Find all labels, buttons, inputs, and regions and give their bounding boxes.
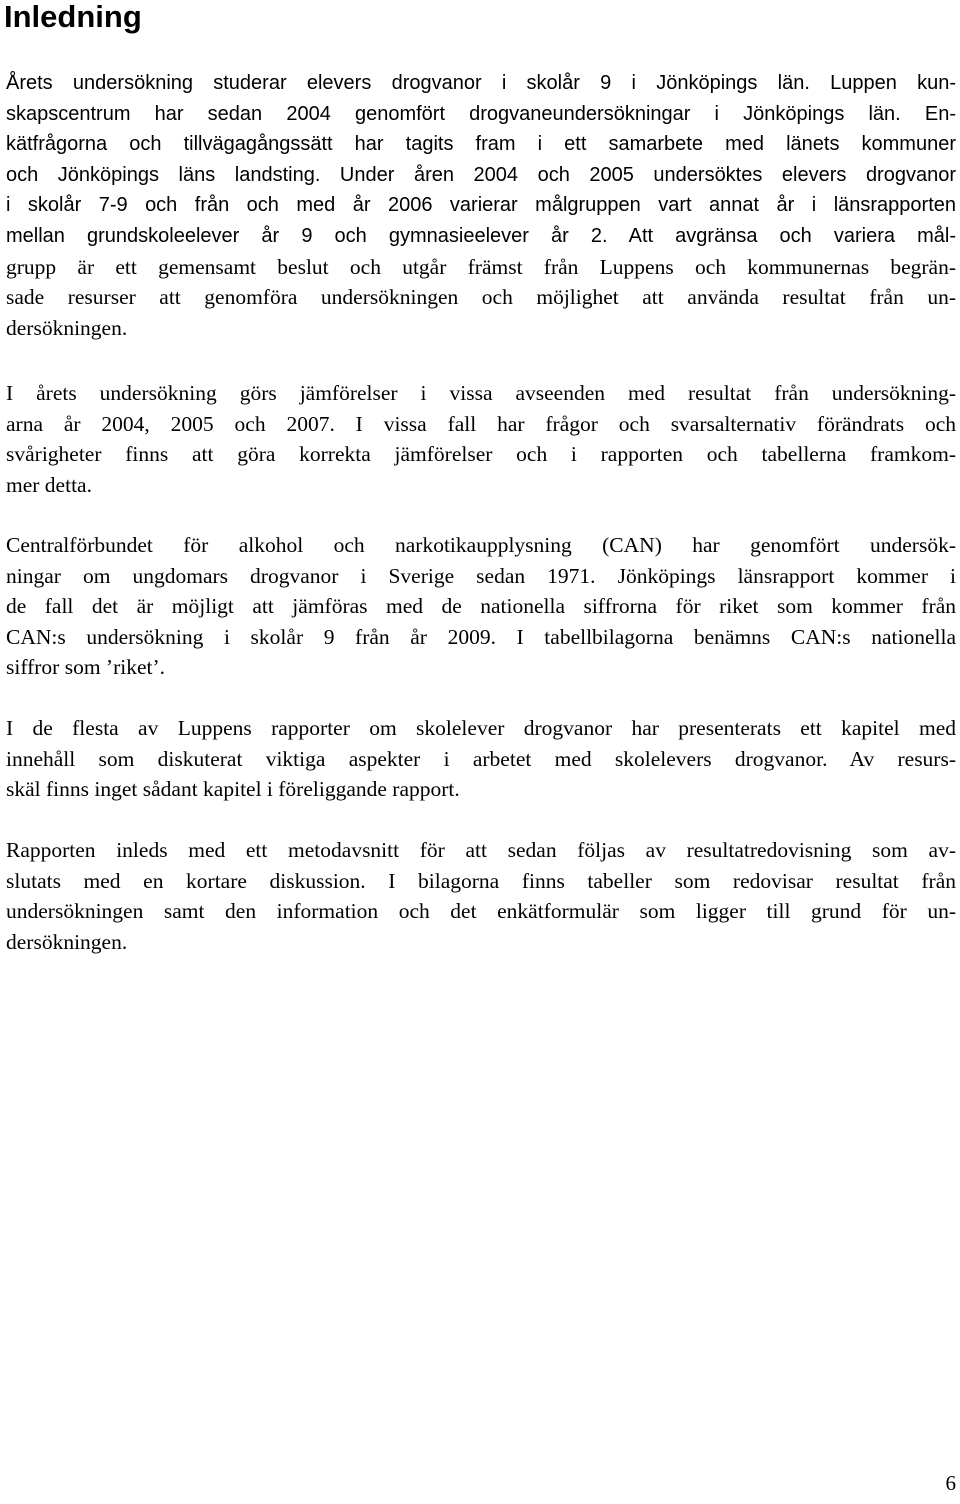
text-line: undersökningen samt den information och det enkätformulär som ligger till grund för un- bbox=[6, 899, 956, 924]
text-line: CAN:s undersökning i skolår 9 från år 2009. I tabellbilagorna benämns CAN:s nationella bbox=[6, 624, 956, 649]
text-line: skäl finns inget sådant kapitel i föreliggande rapport. bbox=[6, 777, 460, 802]
text-line: svårigheter finns att göra korrekta jämförelser och i rapporten och tabellerna framkom- bbox=[6, 442, 956, 467]
text-line: ningar om ungdomars drogvanor i Sverige sedan 1971. Jönköpings länsrapport kommer i bbox=[6, 563, 956, 588]
text-line: och Jönköpings läns landsting. Under åren 2004 och 2005 undersöktes elevers drogvanor bbox=[6, 163, 956, 186]
text-line: siffror som ’riket’. bbox=[6, 655, 166, 680]
paragraph-comparisons bbox=[6, 378, 956, 500]
text-line: I årets undersökning görs jämförelser i vissa avseenden med resultat från undersökning- bbox=[6, 381, 956, 405]
section-heading: Inledning bbox=[4, 0, 142, 34]
paragraph-structure bbox=[6, 835, 956, 957]
text-line: Centralförbundet för alkohol och narkotikaupplysning (CAN) har genomfört undersök- bbox=[6, 533, 956, 557]
text-line: sade resurser att genomföra undersökningen och möjlighet att använda resultat från un- bbox=[6, 285, 956, 310]
text-line: mer detta. bbox=[6, 472, 92, 497]
text-line: arna år 2004, 2005 och 2007. I vissa fall har frågor och svarsalternativ förändrats och bbox=[6, 411, 956, 436]
text-line: I de flesta av Luppens rapporter om skolelever drogvanor har presenterats ett kapitel med bbox=[6, 716, 956, 740]
paragraph-chapter-note bbox=[6, 713, 956, 805]
text-line: skapscentrum har sedan 2004 genomfört drogvaneundersökningar i Jönköpings län. En- bbox=[6, 102, 956, 125]
text-line: i skolår 7-9 och från och med år 2006 varierar målgruppen vart annat år i länsrapporten bbox=[6, 194, 956, 217]
paragraph-can bbox=[6, 530, 956, 683]
paragraph-intro bbox=[6, 68, 956, 343]
text-line: Rapporten inleds med ett metodavsnitt för att sedan följas av resultatredovisning som av- bbox=[6, 838, 956, 862]
text-line: mellan grundskoleelever år 9 och gymnasieelever år 2. Att avgränsa och variera mål- bbox=[6, 224, 956, 247]
text-line: Årets undersökning studerar elevers drogvanor i skolår 9 i Jönköpings län. Luppen kun- bbox=[6, 72, 956, 94]
page-number: 6 bbox=[945, 1471, 956, 1495]
text-line: innehåll som diskuterat viktiga aspekter i arbetet med skolelevers drogvanor. Av resurs- bbox=[6, 746, 956, 771]
text-line: dersökningen. bbox=[6, 929, 128, 954]
text-line: kätfrågorna och tillvägagångssätt har tagits fram i ett samarbete med länets kommuner bbox=[6, 133, 956, 156]
text-line: slutats med en kortare diskussion. I bilagorna finns tabeller som redovisar resultat från bbox=[6, 868, 956, 893]
text-line: de fall det är möjligt att jämföras med de nationella siffrorna för riket som kommer från bbox=[6, 594, 956, 619]
text-line: grupp är ett gemensamt beslut och utgår främst från Luppens och kommunernas begrän- bbox=[6, 254, 956, 279]
text-line: dersökningen. bbox=[6, 315, 128, 340]
